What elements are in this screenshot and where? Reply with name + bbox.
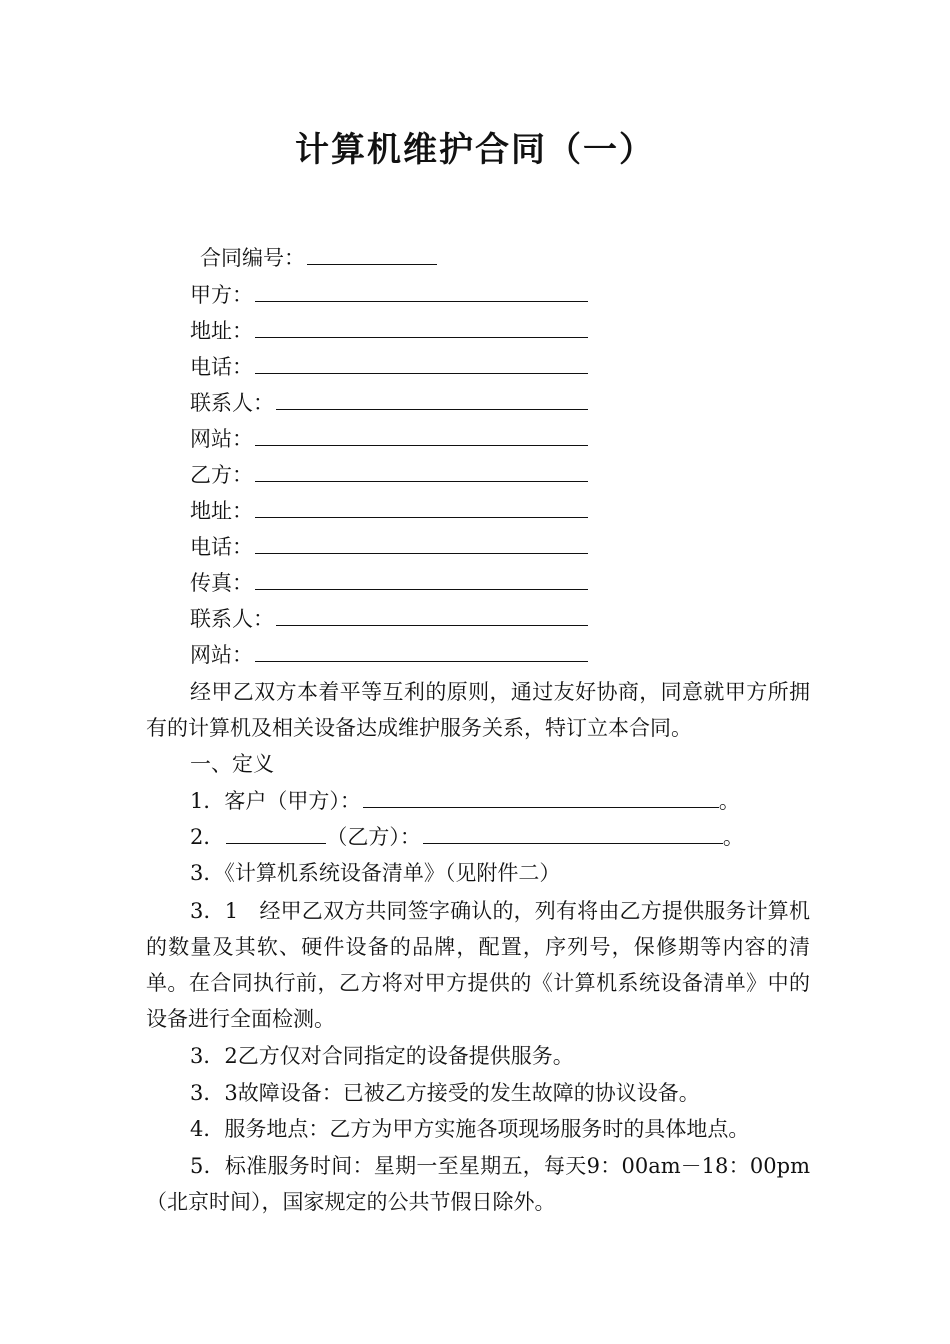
definition-item-1-text: 1．客户（甲方）： bbox=[190, 789, 361, 813]
party-a-contact-label: 联系人： bbox=[190, 391, 274, 415]
definition-item-4: 4．服务地点：乙方为甲方实施各项现场服务时的具体地点。 bbox=[190, 1117, 750, 1141]
party-a-contact-line bbox=[190, 387, 588, 419]
document-title: 计算机维护合同（一） bbox=[295, 130, 655, 170]
party-a-phone-line bbox=[190, 351, 588, 383]
definition-item-2-end: 。 bbox=[722, 825, 744, 849]
party-a-address-line bbox=[190, 315, 588, 347]
party-a-contact-blank[interactable] bbox=[276, 389, 588, 410]
party-b-contact-label: 联系人： bbox=[190, 607, 274, 631]
party-a-phone-blank[interactable] bbox=[255, 353, 588, 374]
party-b-phone-blank[interactable] bbox=[255, 533, 588, 554]
party-b-fax-line bbox=[190, 567, 588, 599]
definition-item-2-number: 2． bbox=[190, 825, 225, 849]
provider-name-blank[interactable] bbox=[226, 823, 326, 844]
party-a-website-label: 网站： bbox=[190, 427, 253, 451]
party-a-blank[interactable] bbox=[255, 281, 588, 302]
definition-item-1-end: 。 bbox=[718, 789, 740, 813]
party-a-line bbox=[190, 279, 588, 311]
party-a-website-blank[interactable] bbox=[255, 425, 588, 446]
party-b-contact-blank[interactable] bbox=[276, 605, 588, 626]
provider-blank[interactable] bbox=[423, 823, 723, 844]
party-b-address-label: 地址： bbox=[190, 499, 253, 523]
party-b-fax-label: 传真： bbox=[190, 571, 253, 595]
contract-number-label: 合同编号： bbox=[200, 246, 305, 270]
party-b-phone-label: 电话： bbox=[190, 535, 253, 559]
definition-item-3: 3．《计算机系统设备清单》（见附件二） bbox=[190, 861, 561, 885]
party-b-blank[interactable] bbox=[255, 461, 588, 482]
party-b-line bbox=[190, 459, 588, 491]
definition-item-1 bbox=[190, 785, 740, 817]
definition-item-3-3: 3．3故障设备：已被乙方接受的发生故障的协议设备。 bbox=[190, 1081, 700, 1105]
party-b-fax-blank[interactable] bbox=[255, 569, 588, 590]
party-a-label: 甲方： bbox=[190, 283, 253, 307]
party-a-address-blank[interactable] bbox=[255, 317, 588, 338]
contract-number-blank[interactable] bbox=[307, 244, 437, 265]
party-a-phone-label: 电话： bbox=[190, 355, 253, 379]
party-b-phone-line bbox=[190, 531, 588, 563]
intro-paragraph: 经甲乙双方本着平等互利的原则，通过友好协商，同意就甲方所拥有的计算机及相关设备达成维护服务关系，特订立本合同。 bbox=[146, 680, 810, 740]
definition-item-3-1: 3．1 经甲乙双方共同签字确认的，列有将由乙方提供服务计算机的数量及其软、硬件设备的品牌，配置，序列号，保修期等内容的清单。在合同执行前，乙方将对甲方提供的《计算机系统设备清单》中的设备进行全面检测。 bbox=[146, 899, 810, 1031]
party-b-label: 乙方： bbox=[190, 463, 253, 487]
party-b-website-line bbox=[190, 639, 588, 671]
definition-item-5: 5．标准服务时间：星期一至星期五，每天9：00am－18：00pm（北京时间），国家规定的公共节假日除外。 bbox=[146, 1154, 810, 1214]
definition-item-2-text: （乙方）： bbox=[326, 825, 421, 849]
party-b-contact-line bbox=[190, 603, 588, 635]
party-b-website-label: 网站： bbox=[190, 643, 253, 667]
section-1-heading: 一、定义 bbox=[190, 752, 274, 776]
party-b-address-blank[interactable] bbox=[255, 497, 588, 518]
party-a-address-label: 地址： bbox=[190, 319, 253, 343]
party-a-website-line bbox=[190, 423, 588, 455]
customer-blank[interactable] bbox=[363, 787, 719, 808]
party-b-website-blank[interactable] bbox=[255, 641, 588, 662]
definition-item-3-2: 3．2乙方仅对合同指定的设备提供服务。 bbox=[190, 1044, 574, 1068]
party-b-address-line bbox=[190, 495, 588, 527]
contract-number-line bbox=[200, 242, 437, 274]
definition-item-2 bbox=[190, 821, 744, 853]
